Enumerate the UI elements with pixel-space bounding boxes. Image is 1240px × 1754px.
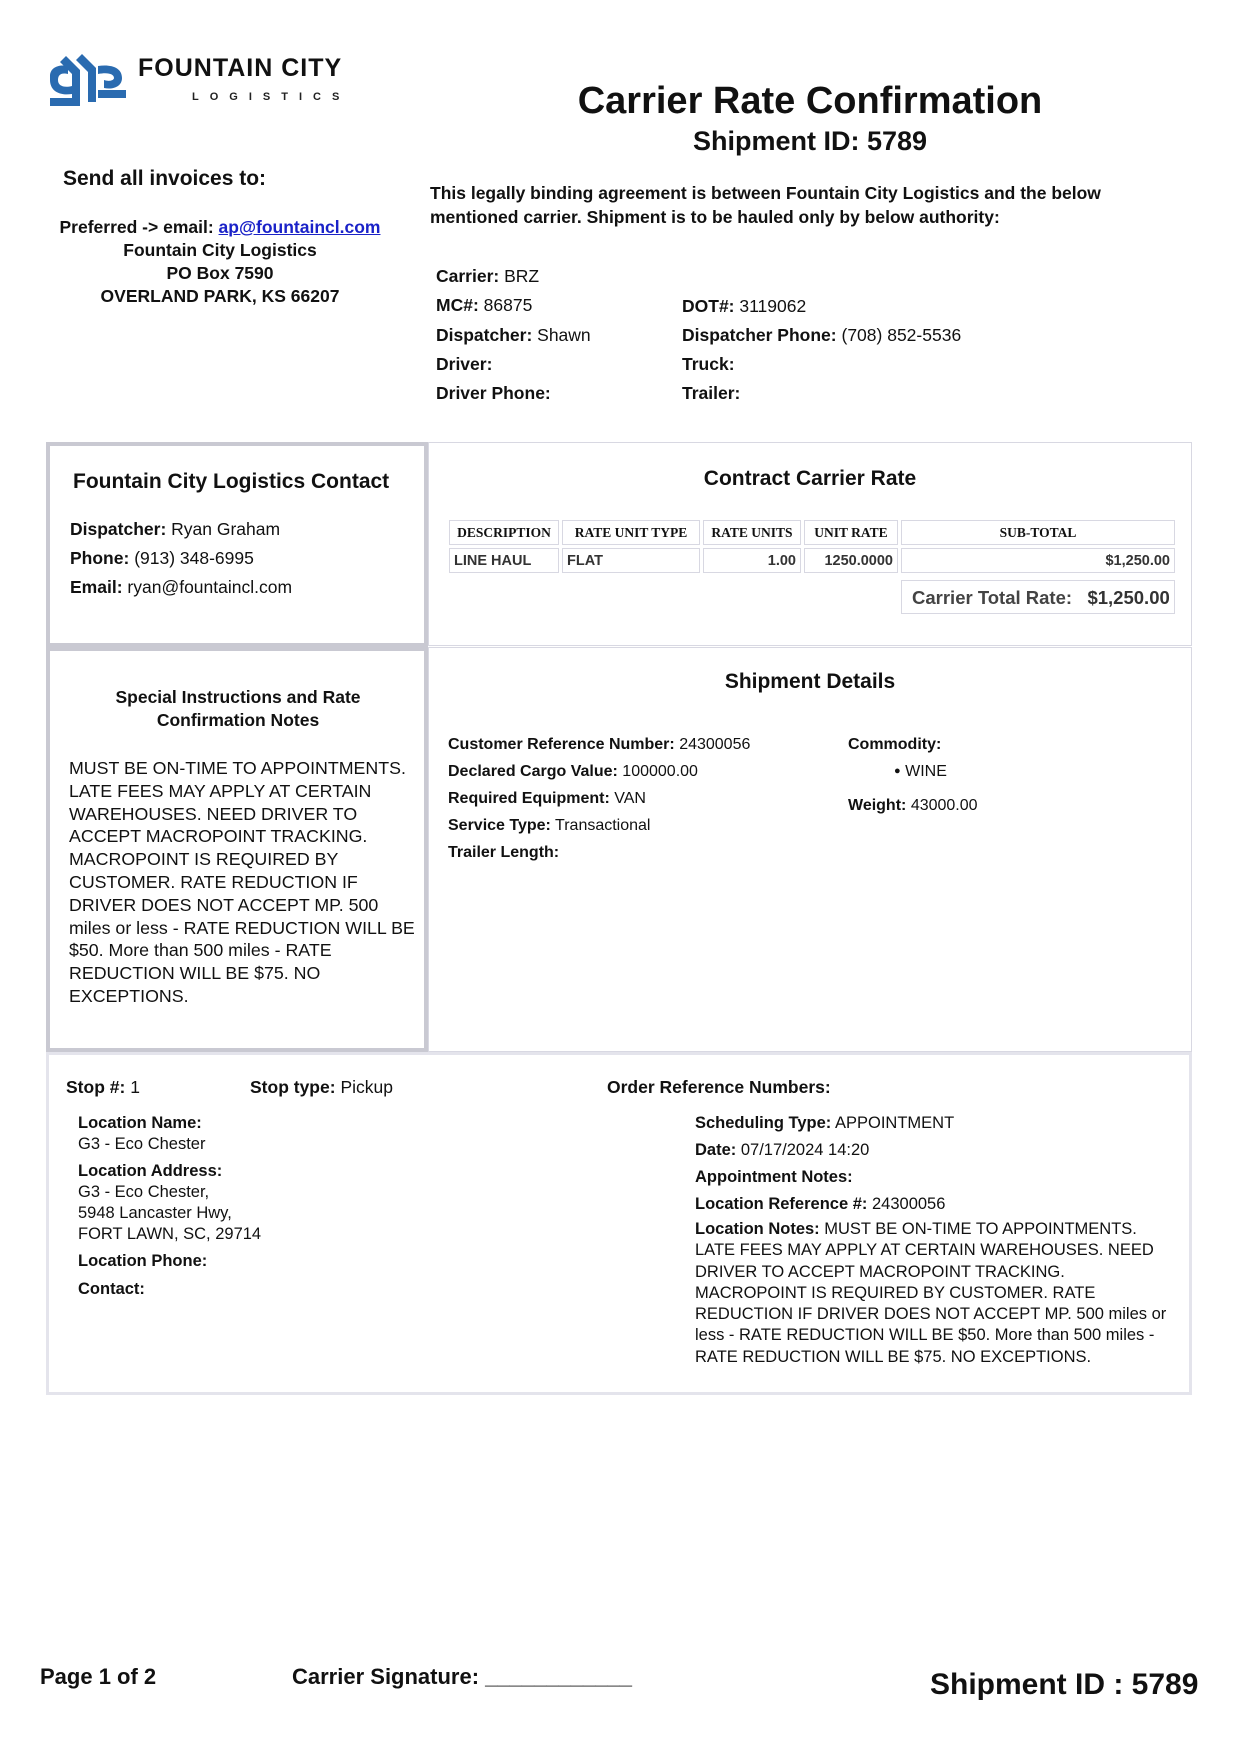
order-references-label: Order Reference Numbers: bbox=[607, 1077, 831, 1097]
page-number: Page 1 of 2 bbox=[40, 1664, 157, 1689]
carrier-signature-line: Carrier Signature: ____________ bbox=[292, 1664, 632, 1689]
invoice-heading: Send all invoices to: bbox=[63, 167, 267, 190]
address-line: FORT LAWN, SC, 29714 bbox=[78, 1225, 262, 1243]
notes-title: Special Instructions and Rate Confirmation Notes bbox=[115, 687, 361, 730]
address-line: G3 - Eco Chester, bbox=[78, 1183, 210, 1201]
total-value: $1,250.00 bbox=[1087, 587, 1170, 608]
cargo-value-field: Declared Cargo Value: 100000.00 bbox=[448, 763, 698, 780]
date-field: Date: 07/17/2024 14:20 bbox=[695, 1141, 870, 1159]
invoice-email-link[interactable]: ap@fountaincl.com bbox=[218, 217, 381, 237]
driver-field: Driver: bbox=[436, 354, 493, 374]
location-reference-field: Location Reference #: 24300056 bbox=[695, 1195, 946, 1213]
invoice-email-line bbox=[40, 216, 400, 239]
notes-text: MUST BE ON-TIME TO APPOINTMENTS. LATE FEES MAY APPLY AT CERTAIN WAREHOUSES. NEED DRIVER TO ACCEPT MACROPOINT TRACKING. MACROPOINT IS REQUIRED BY CUSTOMER. RATE REDUCTION IF DRIVER DOES NOT ACCEPT MP. 500 miles or less - RATE REDUCTION WILL BE $50. More than 500 miles - RATE REDUCTION WILL BE $75. NO EXCEPTIONS. bbox=[69, 758, 415, 1006]
weight-field: Weight: 43000.00 bbox=[848, 797, 978, 814]
location-notes-field: Location Notes: MUST BE ON-TIME TO APPOINTMENTS. LATE FEES MAY APPLY AT CERTAIN WAREHOUSES. NEED DRIVER TO ACCEPT MACROPOINT TRACKING. MACROPOINT IS REQUIRED BY CUSTOMER. RATE REDUCTION IF DRIVER DOES NOT ACCEPT MP. 500 miles or less - RATE REDUCTION WILL BE $50. More than 500 miles - RATE REDUCTION WILL BE $75. NO EXCEPTIONS. bbox=[695, 1220, 1167, 1366]
rate-table bbox=[446, 517, 1178, 576]
location-address bbox=[78, 1182, 261, 1245]
location-address-label: Location Address: bbox=[78, 1162, 223, 1180]
logo-mark-icon bbox=[46, 50, 132, 110]
company-logo bbox=[46, 50, 402, 110]
rate-header-unit-type: RATE UNIT TYPE bbox=[562, 520, 700, 545]
equipment-field: Required Equipment: VAN bbox=[448, 790, 646, 807]
invoice-email-label: Preferred -> email: bbox=[59, 217, 214, 237]
location-phone-label: Location Phone: bbox=[78, 1252, 208, 1270]
commodity-list-item: ● WINE bbox=[894, 763, 947, 780]
rate-header-unit-rate: UNIT RATE bbox=[804, 520, 898, 545]
carrier-field: Carrier: BRZ bbox=[436, 266, 540, 286]
contact-label: Contact: bbox=[78, 1280, 145, 1298]
logo-name: FOUNTAIN CITY bbox=[138, 54, 343, 82]
mc-field: MC#: 86875 bbox=[436, 295, 533, 315]
dot-field: DOT#: 3119062 bbox=[682, 296, 807, 316]
customer-reference-field: Customer Reference Number: 24300056 bbox=[448, 736, 751, 753]
stop-type-field: Stop type: Pickup bbox=[250, 1077, 393, 1097]
agreement-text: This legally binding agreement is between Fountain City Logistics and the below mentioned carrier. Shipment is to be hauled only by below authority: bbox=[430, 183, 1101, 227]
rate-table-header bbox=[449, 520, 1175, 545]
invoice-address bbox=[40, 216, 400, 308]
contact-title: Fountain City Logistics Contact bbox=[73, 470, 390, 493]
rate-header-description: DESCRIPTION bbox=[449, 520, 559, 545]
contact-email: Email: ryan@fountaincl.com bbox=[70, 577, 293, 597]
dispatcher-phone-field: Dispatcher Phone: (708) 852-5536 bbox=[682, 325, 962, 345]
location-name: G3 - Eco Chester bbox=[78, 1135, 206, 1153]
total-label: Carrier Total Rate: bbox=[912, 587, 1073, 608]
trailer-length-field: Trailer Length: bbox=[448, 844, 560, 861]
contact-dispatcher: Dispatcher: Ryan Graham bbox=[70, 519, 281, 539]
invoice-company: Fountain City Logistics bbox=[123, 240, 317, 260]
shipment-id-heading: Shipment ID: 5789 bbox=[692, 126, 928, 156]
logo-subtitle: LOGISTICS bbox=[192, 91, 351, 103]
location-name-label: Location Name: bbox=[78, 1114, 202, 1132]
trailer-field: Trailer: bbox=[682, 383, 741, 403]
rate-cell-unit-rate: 1250.0000 bbox=[804, 548, 898, 573]
bullet-icon: ● bbox=[894, 765, 901, 777]
shipment-title: Shipment Details bbox=[724, 670, 896, 693]
carrier-dispatcher-field: Dispatcher: Shawn bbox=[436, 325, 591, 345]
truck-field: Truck: bbox=[682, 354, 735, 374]
table-row bbox=[449, 548, 1175, 573]
rate-header-subtotal: SUB-TOTAL bbox=[901, 520, 1175, 545]
driver-phone-field: Driver Phone: bbox=[436, 383, 551, 403]
carrier-total-rate bbox=[901, 580, 1175, 614]
rate-cell-description: LINE HAUL bbox=[449, 548, 559, 573]
contact-phone: Phone: (913) 348-6995 bbox=[70, 548, 254, 568]
rate-cell-units: 1.00 bbox=[703, 548, 801, 573]
rate-header-units: RATE UNITS bbox=[703, 520, 801, 545]
invoice-city: OVERLAND PARK, KS 66207 bbox=[100, 286, 340, 306]
rate-title: Contract Carrier Rate bbox=[703, 467, 917, 490]
footer-shipment-id: Shipment ID : 5789 bbox=[930, 1668, 1199, 1701]
invoice-po-box: PO Box 7590 bbox=[166, 263, 274, 283]
appointment-notes-field: Appointment Notes: bbox=[695, 1168, 853, 1186]
document-title: Carrier Rate Confirmation bbox=[577, 80, 1043, 122]
address-line: 5948 Lancaster Hwy, bbox=[78, 1204, 232, 1222]
stop-number-field: Stop #: 1 bbox=[66, 1077, 140, 1097]
rate-cell-unit-type: FLAT bbox=[562, 548, 700, 573]
commodity-label: Commodity: bbox=[848, 736, 942, 753]
rate-cell-subtotal: $1,250.00 bbox=[901, 548, 1175, 573]
scheduling-type-field: Scheduling Type: APPOINTMENT bbox=[695, 1114, 955, 1132]
service-type-field: Service Type: Transactional bbox=[448, 817, 651, 834]
